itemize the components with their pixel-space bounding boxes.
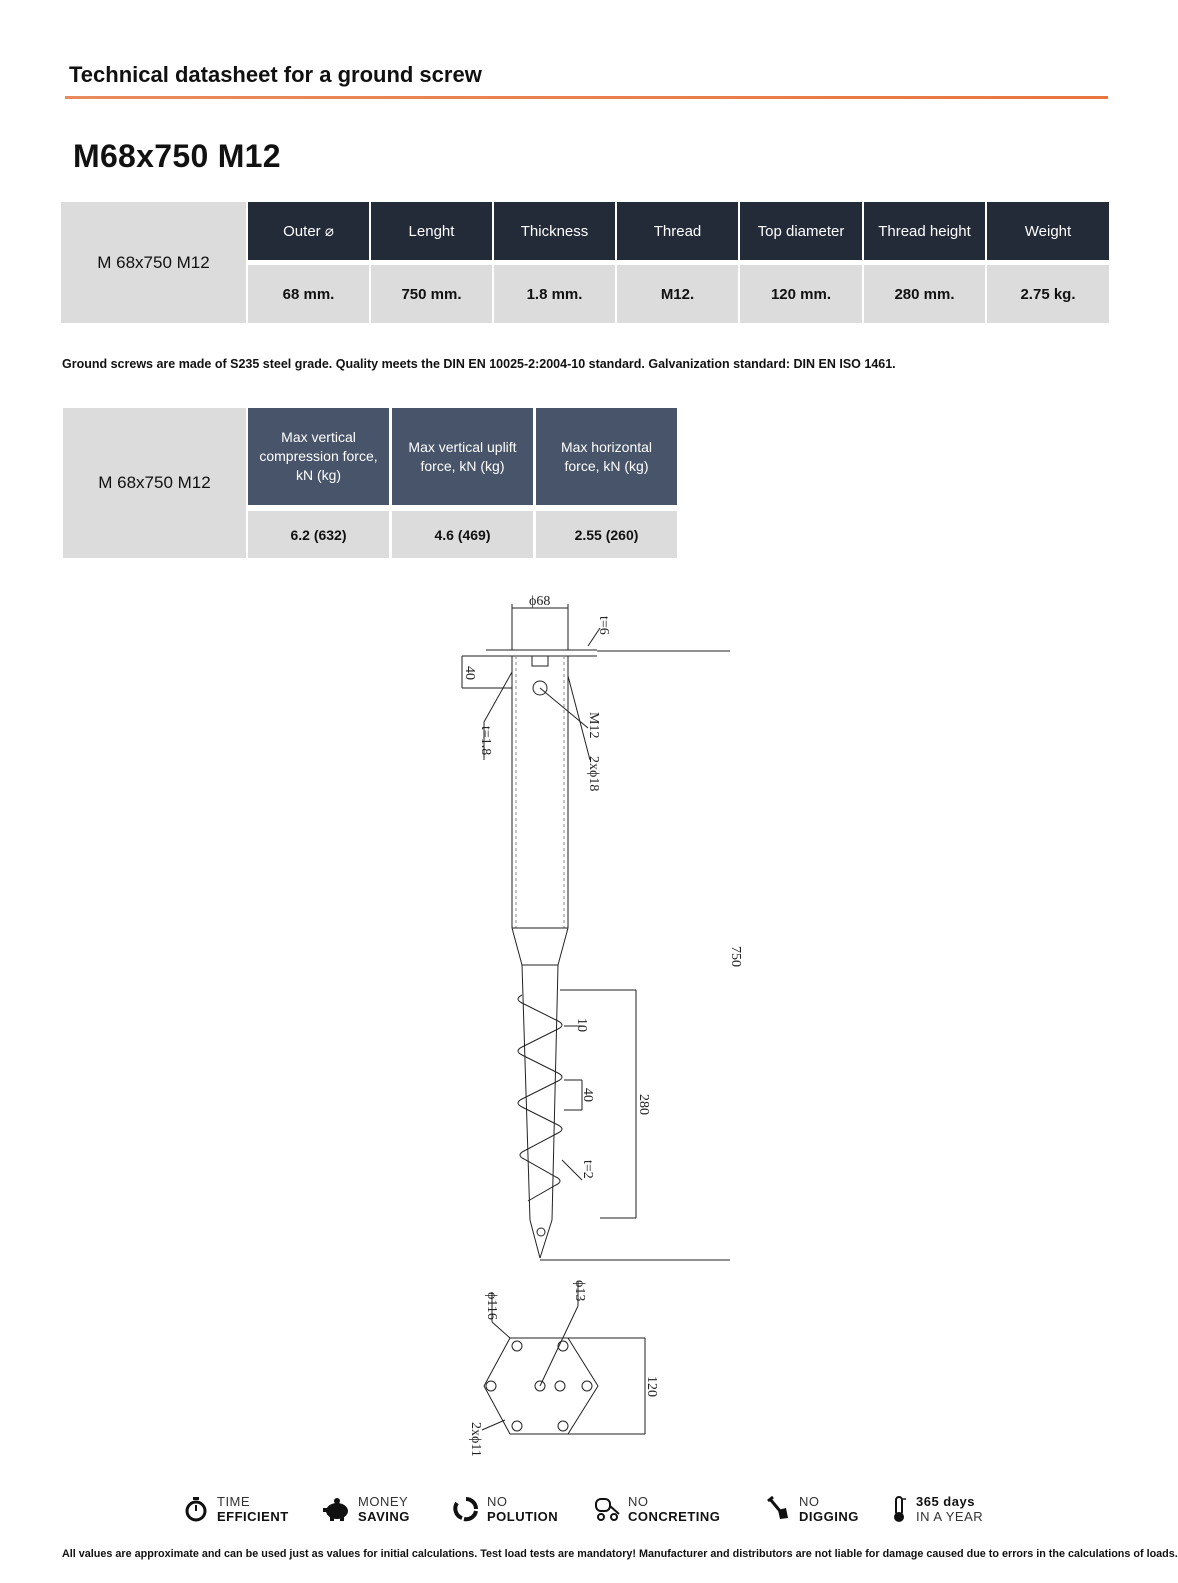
dim-pitch-40-label: 40: [580, 1088, 595, 1102]
feature-line2: CONCRETING: [628, 1509, 721, 1524]
feature-line2: DIGGING: [799, 1509, 859, 1524]
feature-line2: SAVING: [358, 1509, 410, 1524]
spec-header-top-diameter: Top diameter: [740, 202, 862, 260]
concrete-mixer-icon: [592, 1494, 622, 1524]
dim-side-holes-label: 2xϕ18: [586, 756, 601, 792]
dim-thread-label: M12: [586, 712, 601, 739]
header-title: Technical datasheet for a ground screw: [69, 62, 482, 87]
feature-no-digging: [763, 1494, 859, 1524]
force-model-cell: M 68x750 M12: [63, 408, 246, 558]
feature-line1: NO: [628, 1494, 649, 1509]
spec-header-thickness: Thickness: [494, 202, 615, 260]
spec-model-cell: M 68x750 M12: [61, 202, 246, 323]
feature-line2: EFFICIENT: [217, 1509, 289, 1524]
dim-thread-height-label: 280: [636, 1094, 651, 1115]
spec-value-thickness: 1.8 mm.: [494, 265, 615, 323]
spec-value-weight: 2.75 kg.: [987, 265, 1109, 323]
thermometer-icon: [888, 1494, 910, 1524]
disclaimer: All values are approximate and can be used just as values for initial calculations. Test load tests are mandatory! Manufacturer and distributors are not liable for damage caused due to errors in the calculations of loads.: [62, 1548, 1178, 1560]
feature-line1: TIME: [217, 1494, 251, 1509]
dim-pitch-10-label: 10: [574, 1018, 589, 1032]
spec-value-outer: 68 mm.: [248, 265, 369, 323]
force-header-horizontal: Max horizontal force, kN (kg): [536, 408, 677, 505]
force-header-compression: Max vertical compression force, kN (kg): [248, 408, 389, 505]
material-note: Ground screws are made of S235 steel grade. Quality meets the DIN EN 10025-2:2004-10 standard. Galvanization standard: DIN EN ISO 1461.: [62, 357, 896, 371]
feature-no-polution: [451, 1494, 558, 1524]
feature-line2: IN A YEAR: [916, 1509, 984, 1524]
spec-value-thread-height: 280 mm.: [864, 265, 985, 323]
dim-plate-thickness-label: t=6: [596, 616, 611, 635]
force-value-horizontal: 2.55 (260): [536, 511, 677, 558]
header-divider: [65, 96, 1108, 99]
feature-money-saving: [322, 1494, 410, 1524]
model-title: M68x750 M12: [73, 138, 281, 174]
feature-line1: MONEY: [358, 1494, 409, 1509]
spec-header-length: Lenght: [371, 202, 492, 260]
dim-plate-width-label: 120: [644, 1376, 659, 1397]
dim-plate-holes-label: 2xϕ11: [468, 1422, 483, 1457]
dim-outer-label: ϕ68: [529, 594, 551, 609]
spec-table: [61, 202, 1109, 323]
feature-line1: NO: [487, 1494, 508, 1509]
recycle-icon: [451, 1494, 481, 1524]
spec-header-thread-height: Thread height: [864, 202, 985, 260]
dim-top-40-label: 40: [462, 666, 477, 680]
stopwatch-icon: [181, 1494, 211, 1524]
force-value-compression: 6.2 (632): [248, 511, 389, 558]
spec-header-thread: Thread: [617, 202, 738, 260]
feature-line2: POLUTION: [487, 1509, 559, 1524]
dim-wall-thickness-label: t=1.8: [478, 726, 493, 756]
spec-header-weight: Weight: [987, 202, 1109, 260]
feature-no-concreting: [592, 1494, 720, 1524]
feature-time-efficient: [181, 1494, 289, 1524]
dim-bolt-label: ϕ13: [572, 1280, 587, 1302]
feature-line1: NO: [799, 1494, 820, 1509]
force-value-uplift: 4.6 (469): [392, 511, 533, 558]
piggy-bank-icon: [322, 1494, 352, 1524]
force-table: [63, 408, 678, 558]
feature-line1: 365 days: [916, 1494, 975, 1509]
ground-screw-drawing: [440, 588, 743, 1468]
feature-365-days: [888, 1494, 983, 1524]
spec-header-outer: Outer ⌀: [248, 202, 369, 260]
spec-value-top-diameter: 120 mm.: [740, 265, 862, 323]
dim-plate-diameter-label: ϕ116: [484, 1292, 499, 1320]
shovel-icon: [763, 1494, 793, 1524]
dim-helix-thickness-label: t=2: [580, 1160, 595, 1179]
dim-total-length-label: 750: [728, 946, 743, 967]
spec-value-length: 750 mm.: [371, 265, 492, 323]
force-header-uplift: Max vertical uplift force, kN (kg): [392, 408, 533, 505]
spec-value-thread: M12.: [617, 265, 738, 323]
